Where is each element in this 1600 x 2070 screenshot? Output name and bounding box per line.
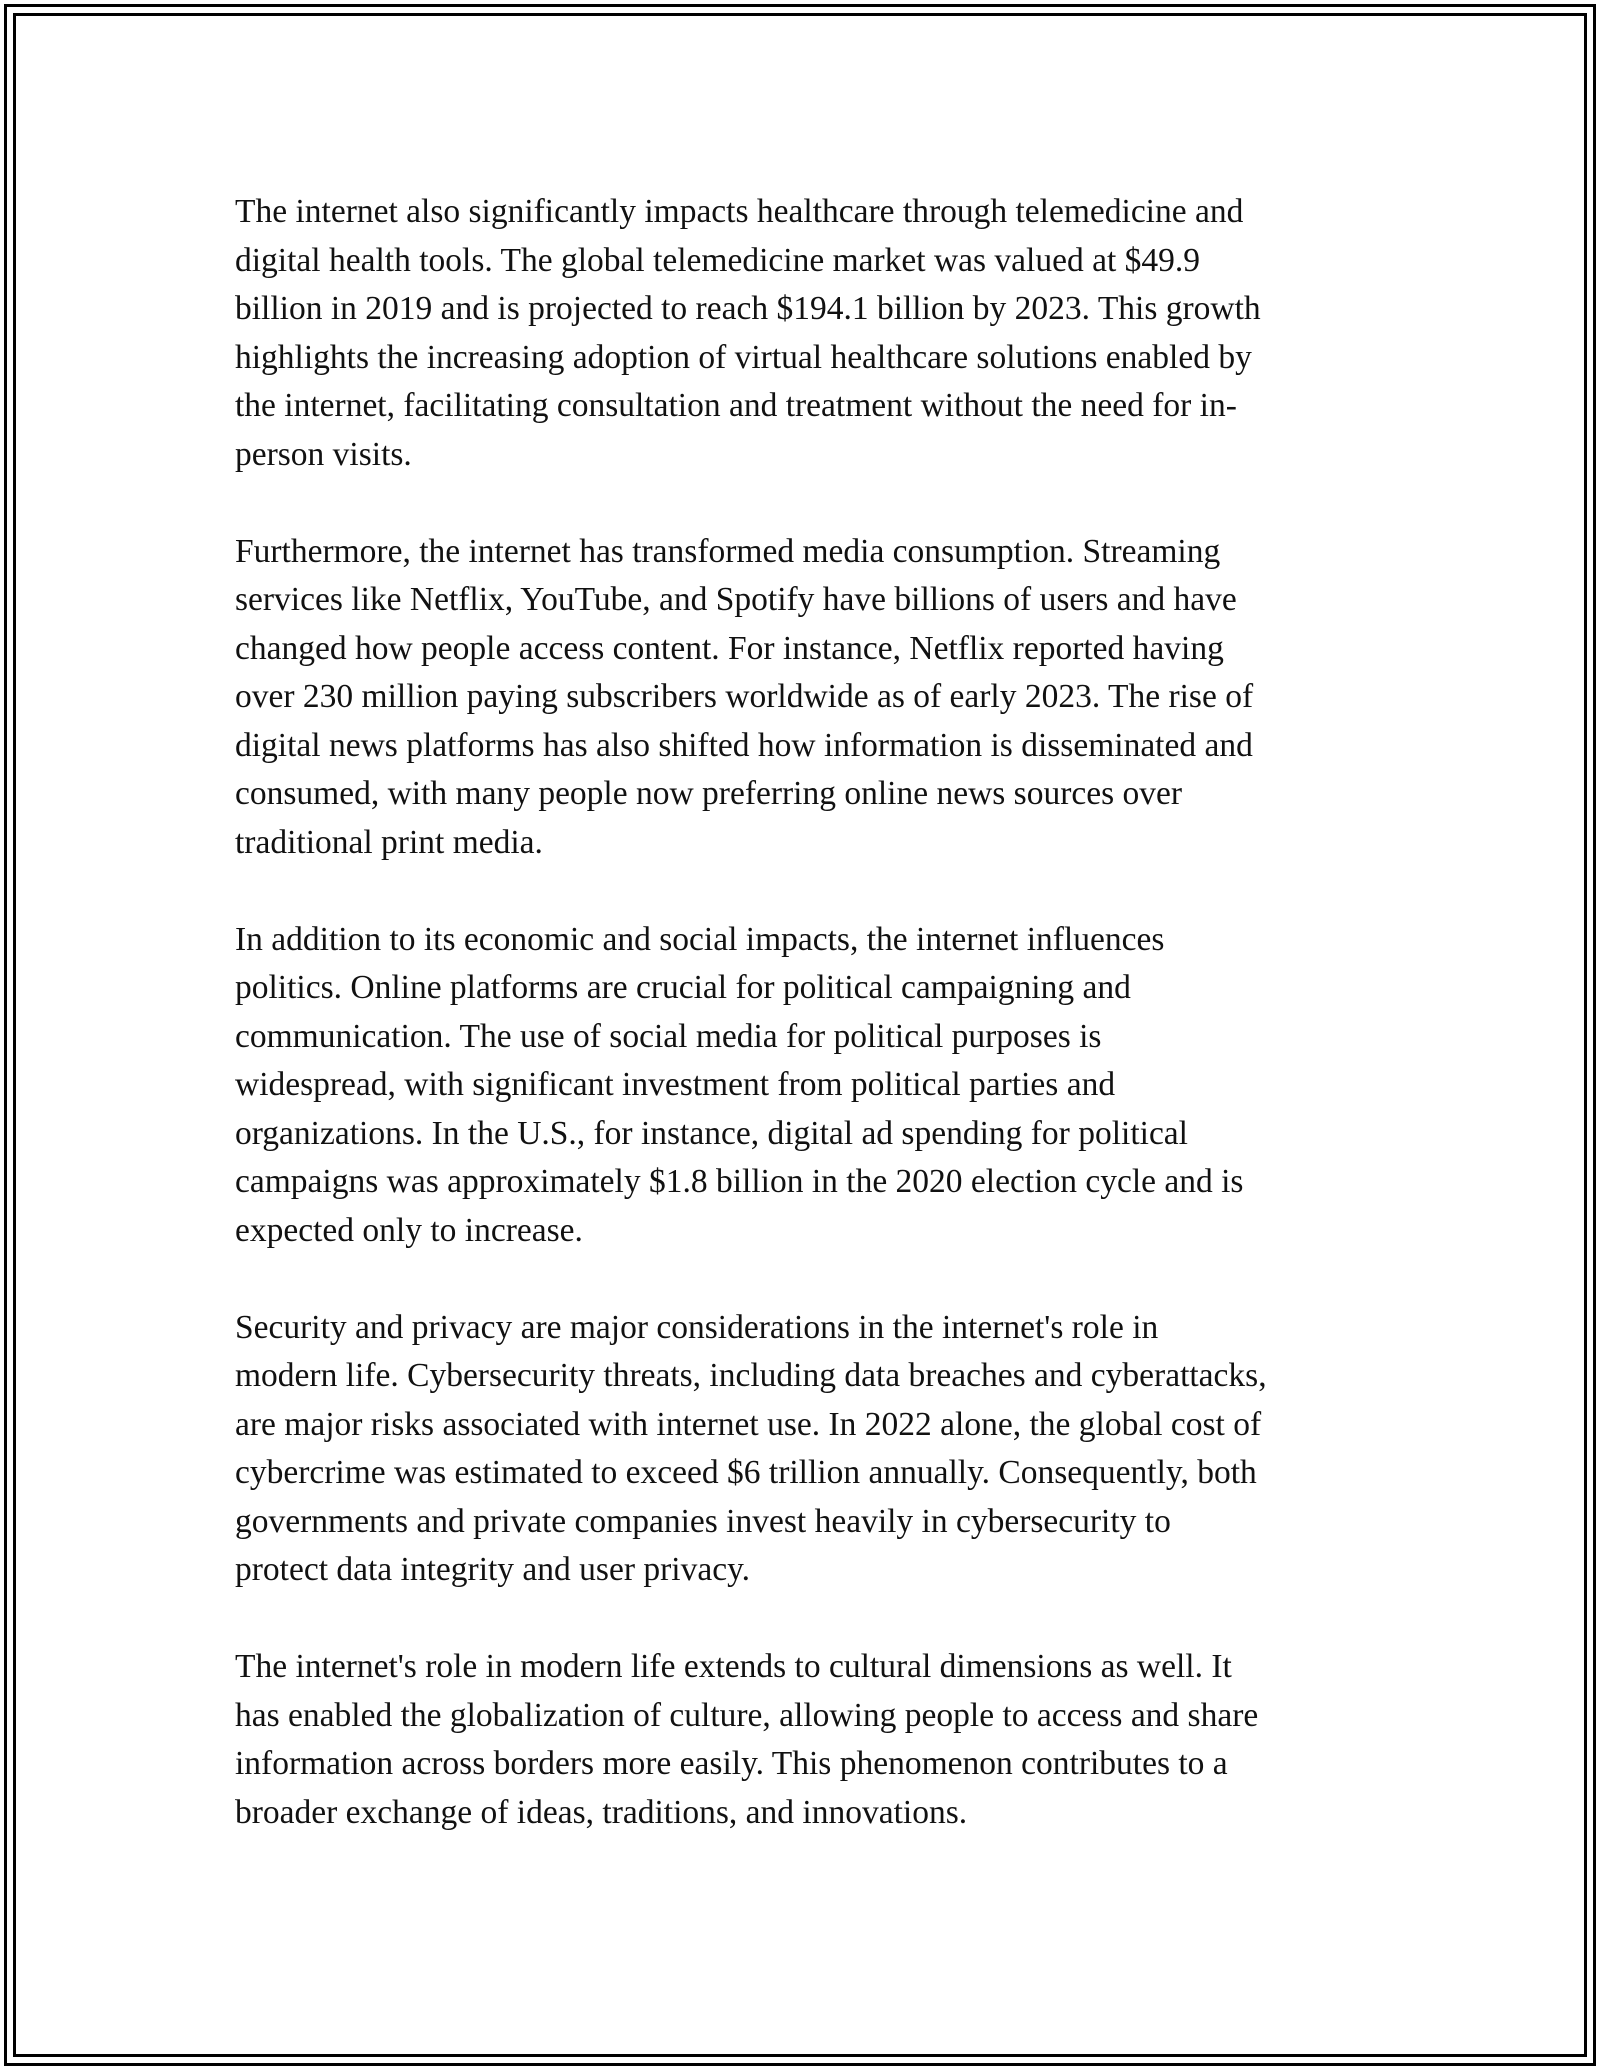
text-line: person visits. [235,435,412,473]
text-line: expected only to increase. [235,1211,583,1249]
text-line: changed how people access content. For instance, Netflix reported having [235,629,1224,667]
paragraph-politics [235,916,1375,1256]
text-line: information across borders more easily. This phenomenon contributes to a [235,1745,1228,1782]
text-line: over 230 million paying subscribers worldwide as of early 2023. The rise of [235,678,1254,715]
text-line: communication. The use of social media for political purposes is [235,1017,1102,1055]
text-line: consumed, with many people now preferring online news sources over [235,775,1183,812]
text-line: traditional print media. [235,823,543,861]
text-line: services like Netflix, YouTube, and Spotify have billions of users and have [235,581,1237,618]
text-line: governments and private companies invest heavily in cybersecurity to [235,1502,1171,1540]
text-line: The internet's role in modern life extends to cultural dimensions as well. It [235,1648,1232,1685]
text-line: are major risks associated with internet use. In 2022 alone, the global cost of [235,1405,1262,1443]
text-line: Furthermore, the internet has transformed media consumption. Streaming [235,532,1221,570]
paragraph-security-privacy [235,1304,1375,1595]
text-line: the internet, facilitating consultation and treatment without the need for in- [235,387,1237,424]
text-line: digital news platforms has also shifted how information is disseminated and [235,726,1253,764]
text-line: cybercrime was estimated to exceed $6 trillion annually. Consequently, both [235,1454,1257,1491]
paragraph-telemedicine [235,188,1375,479]
text-line: The internet also significantly impacts healthcare through telemedicine and [235,193,1244,230]
text-line: organizations. In the U.S., for instance, digital ad spending for political [235,1114,1188,1152]
text-line: billion in 2019 and is projected to reach $194.1 billion by 2023. This growth [235,290,1261,327]
text-line: campaigns was approximately $1.8 billion in the 2020 election cycle and is [235,1163,1244,1200]
text-line: In addition to its economic and social impacts, the internet influences [235,920,1165,958]
text-line: Security and privacy are major considerations in the internet's role in [235,1308,1159,1346]
text-line: modern life. Cybersecurity threats, including data breaches and cyberattacks, [235,1357,1267,1394]
text-line: digital health tools. The global telemedicine market was valued at $49.9 [235,241,1201,279]
text-line: broader exchange of ideas, traditions, and innovations. [235,1793,968,1831]
text-line: politics. Online platforms are crucial for political campaigning and [235,969,1131,1006]
text-line: widespread, with significant investment from political parties and [235,1066,1116,1103]
paragraph-media-consumption [235,528,1375,868]
document-body [235,188,1375,1886]
text-line: has enabled the globalization of culture, allowing people to access and share [235,1696,1259,1734]
text-line: protect data integrity and user privacy. [235,1551,751,1588]
paragraph-culture [235,1643,1375,1837]
text-line: highlights the increasing adoption of virtual healthcare solutions enabled by [235,338,1252,376]
